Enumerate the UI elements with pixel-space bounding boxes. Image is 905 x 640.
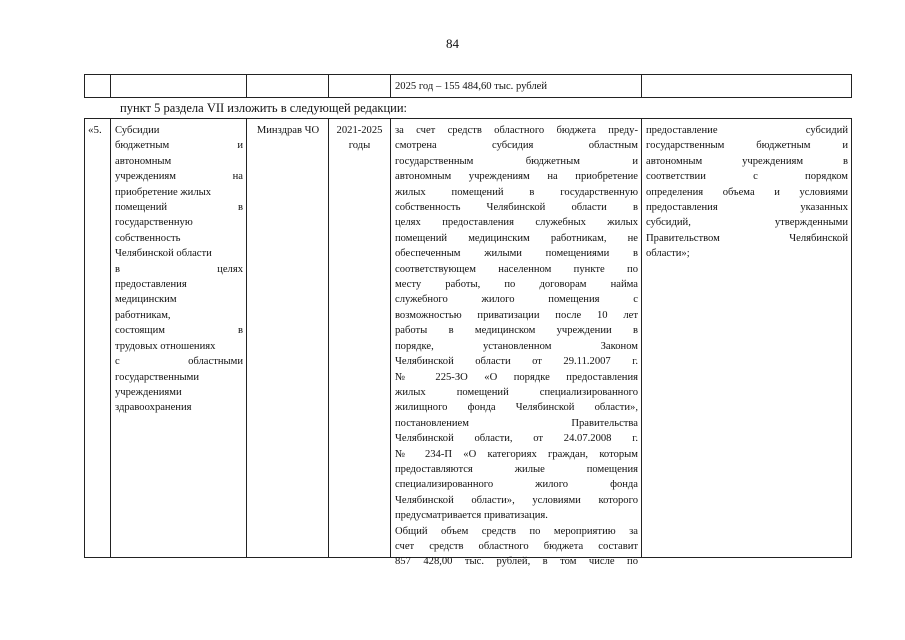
text-line: жилищного фонда Челябинской области»,: [395, 402, 638, 414]
text-line: субсидий, утвержденными: [646, 217, 848, 229]
text-line: постановлением Правительства: [395, 417, 638, 429]
text-line: целях предоставления служебных жилых: [395, 217, 638, 229]
text-line: возможностью приватизации после 10 лет: [395, 309, 638, 321]
text-line: собственность Челябинской области в: [395, 202, 638, 214]
text-line: учреждениями: [115, 386, 182, 398]
prev-row-amount-text: 2025 год – 155 484,60 тыс. рублей: [395, 81, 548, 92]
period-unit: годы: [348, 140, 371, 152]
text-line: смотрена субсидия областным: [395, 140, 638, 152]
row-executor-cell: [246, 118, 329, 558]
executor: Минздрав ЧО: [256, 125, 320, 136]
prev-row-period-cell: [328, 74, 391, 98]
prev-row-desc-cell: [390, 74, 642, 98]
text-line: здравоохранения: [115, 402, 192, 414]
event-name: [111, 119, 246, 416]
row-period-cell: [328, 118, 391, 558]
row-num-cell: [84, 118, 111, 558]
row-desc-cell: [390, 118, 642, 568]
row-number: «5.: [88, 124, 102, 136]
text-line: соответствии с порядком: [646, 171, 848, 183]
prev-row-executor-cell: [246, 74, 329, 98]
text-line: состоящим в: [115, 325, 243, 337]
text-line: в целях: [115, 263, 243, 275]
text-line: соответствующем населенном пункте по: [395, 263, 638, 275]
page-number: 84: [446, 36, 459, 51]
text-line: за счет средств областного бюджета преду-: [395, 125, 638, 136]
text-line: собственность: [115, 232, 181, 244]
text-line: государственным бюджетным и: [395, 155, 638, 167]
row-result-cell: [641, 118, 852, 558]
text-line: счет средств областного бюджета составит: [395, 540, 638, 552]
text-line: работникам,: [115, 309, 171, 321]
text-line: № 225-ЗО «О порядке предоставления: [395, 371, 638, 383]
text-line: с областными: [115, 356, 243, 368]
text-line: медицинским: [115, 294, 177, 306]
prev-row-result-cell: [641, 74, 852, 98]
text-line: месту работы, по договорам найма: [395, 279, 638, 291]
text-line: приобретение жилых: [115, 186, 212, 198]
text-line: специализированного жилого фонда: [395, 479, 638, 491]
text-line: предоставления указанных: [646, 202, 848, 214]
text-line: Общий объем средств по мероприятию за: [395, 525, 638, 537]
text-line: обеспеченным жилыми помещениями в: [395, 248, 638, 260]
text-line: помещений в: [115, 202, 243, 214]
text-line: государственным бюджетным и: [646, 140, 848, 152]
text-line: Челябинской области: [115, 248, 212, 260]
text-line: Субсидии: [115, 125, 160, 136]
text-line: учреждениям на: [115, 171, 243, 183]
text-line: жилых помещений в государственную: [395, 186, 638, 198]
text-line: Правительством Челябинской: [646, 232, 848, 244]
text-line: предоставляются жилые помещения: [395, 463, 638, 475]
text-line: Челябинской области от 29.11.2007 г.: [395, 356, 638, 368]
text-line: определения объема и условиями: [646, 186, 848, 198]
amendment-intro: пункт 5 раздела VII изложить в следующей редакции:: [120, 101, 408, 115]
text-line: бюджетным и: [115, 140, 243, 152]
prev-row-num-cell: [84, 74, 111, 98]
text-line: Челябинской области», условиями которого: [395, 494, 638, 506]
text-line: предоставления: [115, 279, 187, 291]
text-line: Челябинской области, от 24.07.2008 г.: [395, 433, 638, 445]
text-line: государственными: [115, 371, 200, 383]
prev-row-name-cell: [110, 74, 247, 98]
text-line: № 234-П «О категориях граждан, которым: [395, 448, 638, 460]
text-line: 857 428,00 тыс. рублей, в том числе по: [395, 556, 638, 568]
text-line: порядке, установленном Законом: [395, 340, 638, 352]
expected-result: [642, 119, 851, 262]
text-line: работы в медицинском учреждении в: [395, 325, 638, 337]
text-line: жилых помещений специализированного: [395, 386, 638, 398]
text-line: области»;: [646, 248, 690, 260]
row-name-cell: [110, 118, 247, 558]
text-line: автономным: [115, 155, 172, 167]
text-line: автономным учреждениям на приобретение: [395, 171, 638, 183]
text-line: предоставление субсидий: [646, 125, 848, 136]
text-line: помещений медицинским работникам, не: [395, 232, 638, 244]
text-line: автономным учреждениям в: [646, 155, 848, 167]
text-line: предусматривается приватизация.: [395, 510, 548, 522]
period-years: 2021-2025: [336, 125, 383, 136]
text-line: трудовых отношениях: [115, 340, 216, 352]
text-line: государственную: [115, 217, 193, 229]
event-description: [391, 119, 641, 570]
text-line: служебного жилого помещения с: [395, 294, 638, 306]
